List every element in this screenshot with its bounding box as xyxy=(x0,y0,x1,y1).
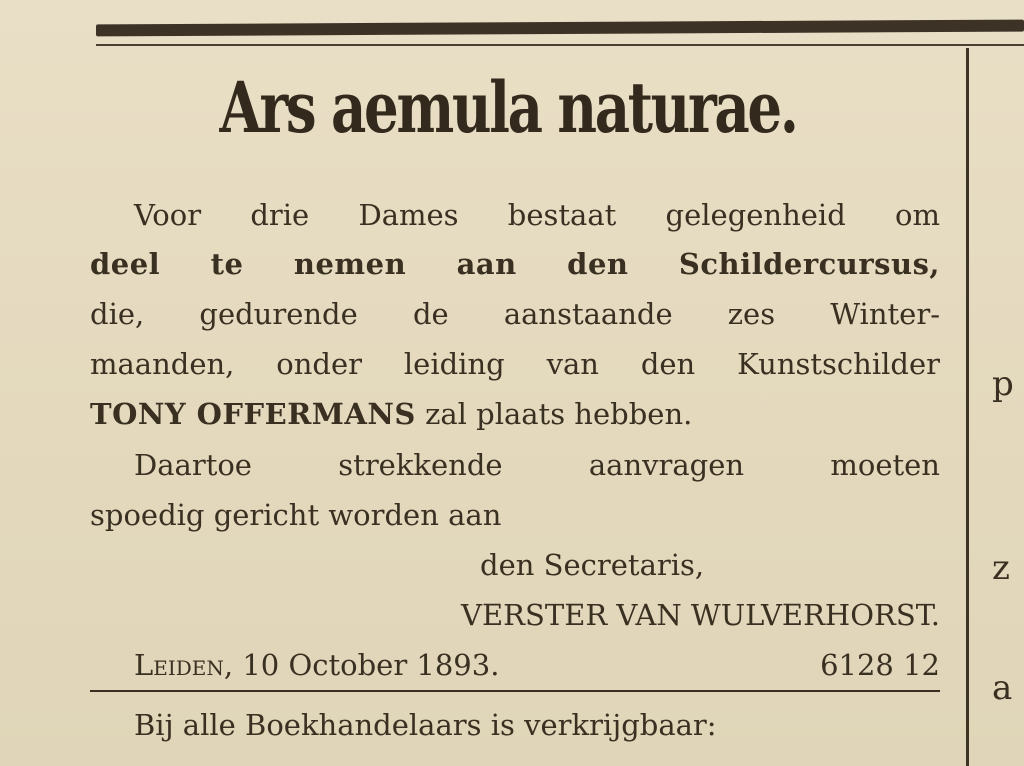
top-thin-rule xyxy=(96,44,1024,46)
next-notice-line: Bij alle Boekhandelaars is verkrijgbaar: xyxy=(134,708,717,742)
adjacent-column-letter: p xyxy=(992,364,1014,404)
ad-body-line: spoedig gericht worden aan xyxy=(90,498,502,532)
dateline xyxy=(134,646,940,684)
date-text: , 10 October 1893. xyxy=(223,648,500,682)
ad-body-text: zal plaats hebben. xyxy=(415,397,693,431)
ad-body-line: Daartoe strekkende aanvragen moeten xyxy=(134,448,940,482)
ad-number: 6128 12 xyxy=(820,648,940,682)
ad-body-line-bold: deel te nemen aan den Schildercursus, xyxy=(90,247,940,281)
painter-name: TONY OFFERMANS xyxy=(90,397,416,431)
ad-body-line xyxy=(90,395,940,433)
top-thick-rule xyxy=(96,20,1024,37)
column-divider xyxy=(966,48,969,766)
ad-body-line: Voor drie Dames bestaat gelegenheid om xyxy=(134,198,940,232)
ad-body-line: maanden, onder leiding van den Kunstschilder xyxy=(90,347,940,381)
ad-headline: Ars aemula naturae. xyxy=(219,66,797,149)
ad-body-line: die, gedurende de aanstaande zes Winter- xyxy=(90,297,940,331)
adjacent-column-letter: a xyxy=(992,668,1013,708)
recipient-line: den Secretaris, xyxy=(480,548,705,582)
place-name: Leiden xyxy=(134,648,224,682)
secretary-name: VERSTER VAN WULVERHORST. xyxy=(461,598,940,632)
bottom-rule xyxy=(90,690,940,692)
adjacent-column-letter: z xyxy=(992,548,1010,588)
